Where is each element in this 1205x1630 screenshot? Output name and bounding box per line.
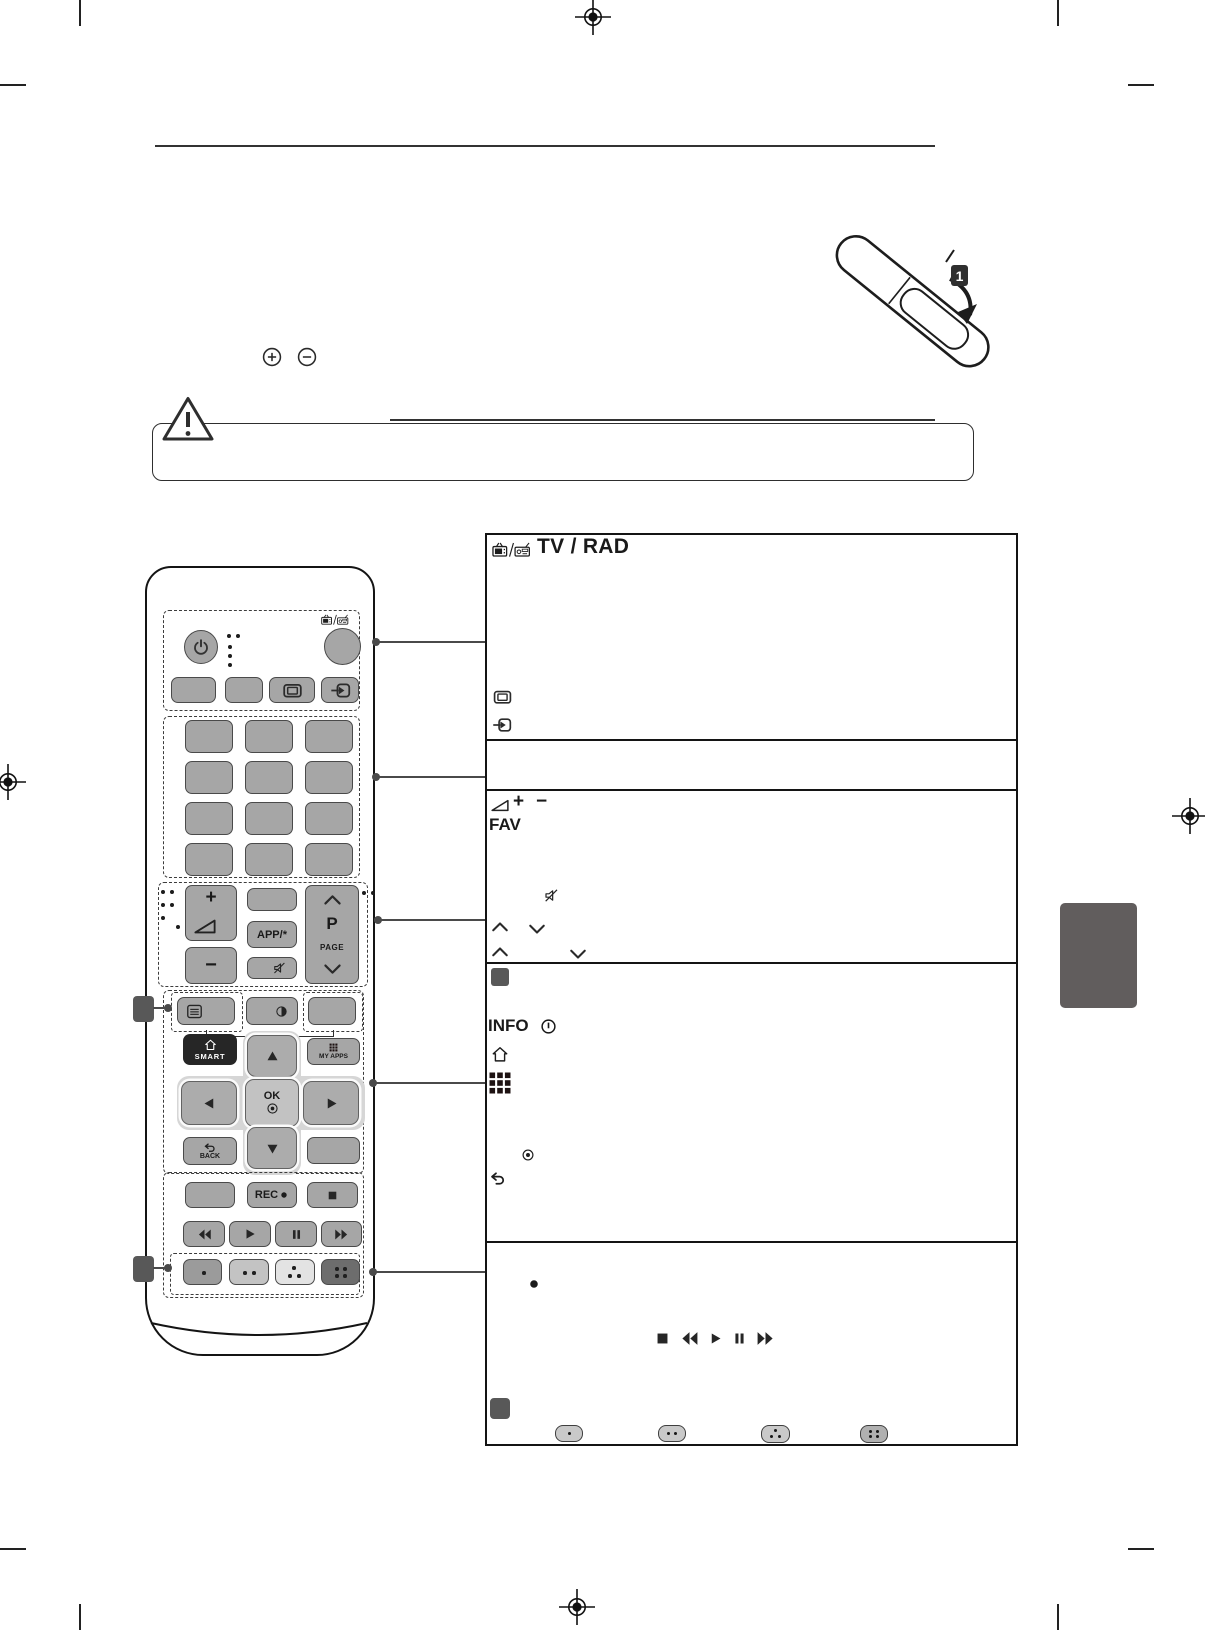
panel-fav-label: FAV: [489, 815, 521, 834]
apps-grid-icon: [488, 1071, 512, 1095]
info-circle-icon: [540, 1018, 557, 1035]
callout-marker-1-reference: [491, 968, 509, 986]
record-dot-icon: [527, 1277, 541, 1291]
panel-border: [485, 533, 1018, 1446]
rewind-icon: [680, 1329, 699, 1348]
chevron-down-icon: [528, 924, 546, 935]
pause-icon: [732, 1331, 747, 1346]
volume-plus-label: +: [205, 887, 217, 908]
app-button-label: APP/*: [257, 928, 287, 941]
panel-row-divider: [485, 789, 1016, 791]
panel-row-divider: [485, 739, 1016, 741]
tv-rad-icon: [492, 541, 531, 558]
mute-icon: [544, 887, 560, 904]
panel-volume-plus: +: [513, 791, 525, 812]
playback-icons-row: [654, 1329, 775, 1348]
panel-row-divider: [485, 1241, 1016, 1243]
stop-icon: [654, 1330, 671, 1347]
back-icon: [489, 1171, 507, 1187]
volume-wedge-icon: [491, 799, 509, 812]
home-icon: [491, 1046, 509, 1063]
volume-minus-label: −: [205, 954, 217, 976]
back-label: BACK: [199, 1152, 221, 1160]
play-icon: [708, 1331, 723, 1346]
chevron-up-icon: [491, 921, 509, 932]
panel-row-divider: [485, 962, 1016, 964]
fast-forward-icon: [756, 1329, 775, 1348]
rec-label: REC: [254, 1189, 279, 1201]
panel-volume-minus: −: [536, 791, 548, 812]
chevron-up-icon: [491, 946, 509, 957]
page-letter: P: [326, 914, 338, 934]
callout-marker-2-reference: [490, 1398, 510, 1419]
panel-tv-rad-title: TV / RAD: [537, 535, 630, 558]
color-key-pill-blue: [860, 1425, 888, 1443]
color-key-pill-yellow: [761, 1425, 790, 1443]
color-key-pill-red: [555, 1425, 583, 1442]
smart-label: SMART: [194, 1051, 226, 1061]
color-key-pill-green: [658, 1425, 686, 1442]
page-word: PAGE: [319, 942, 345, 952]
panel-info-label: INFO: [488, 1016, 529, 1035]
my-apps-label: MY APPS: [319, 1053, 348, 1060]
ok-label: OK: [263, 1090, 281, 1102]
battery-step-badge: 1: [951, 265, 968, 286]
input-icon: [491, 715, 513, 735]
chevron-down-icon: [569, 949, 587, 960]
ratio-icon: [492, 687, 513, 707]
ok-wheel-icon: [521, 1148, 535, 1162]
